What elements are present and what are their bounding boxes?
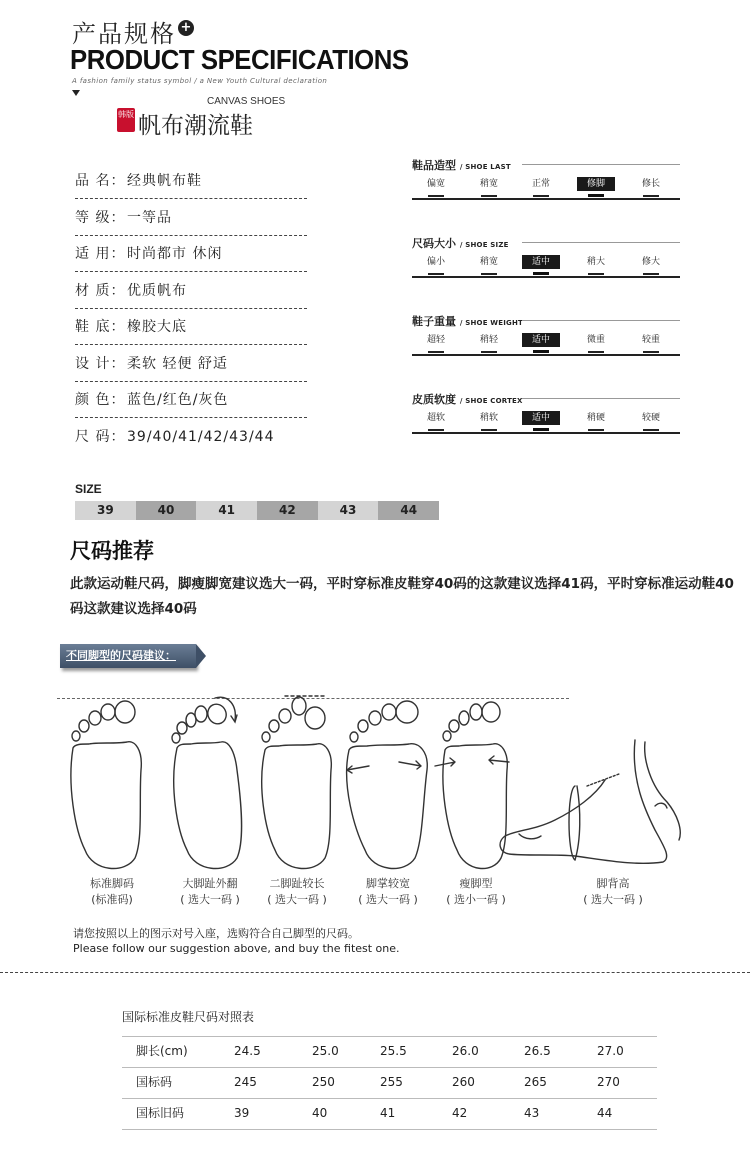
foot-caption bbox=[338, 876, 438, 908]
meter-tick bbox=[588, 425, 604, 431]
meter-tick bbox=[533, 269, 549, 275]
brand-badge: 韩版 bbox=[117, 108, 135, 132]
spec-row bbox=[75, 163, 307, 199]
meter-option-selected bbox=[522, 333, 560, 347]
meter-option-label: 适中 bbox=[531, 335, 550, 345]
spec-value: 蓝色/红色/灰色 bbox=[127, 392, 229, 408]
foot-type-advice: ( 选小一码 ) bbox=[446, 893, 506, 906]
meter-option-label: 稍宽 bbox=[479, 257, 498, 267]
meter-tick bbox=[533, 191, 549, 197]
foot-guide-note-en: Please follow our suggestion above, and buy the fitest one. bbox=[73, 942, 400, 955]
foot-caption bbox=[247, 876, 347, 908]
meter-option bbox=[417, 333, 455, 347]
spec-key: 品 名： bbox=[75, 173, 126, 189]
meter-option-label: 稍软 bbox=[479, 413, 498, 423]
meter-tick bbox=[428, 191, 444, 197]
table-row bbox=[122, 1098, 657, 1128]
foot-caption bbox=[563, 876, 663, 908]
table-cell: 245 bbox=[234, 1075, 257, 1089]
spec-row bbox=[75, 346, 307, 382]
spec-value: 时尚都市 休闲 bbox=[127, 246, 223, 262]
foot-bunion-icon bbox=[172, 697, 242, 868]
meter-option-label: 修脚 bbox=[586, 179, 605, 189]
size-bar-label: SIZE bbox=[75, 482, 102, 496]
meter-option bbox=[417, 411, 455, 425]
meter-option bbox=[577, 411, 615, 425]
table-row bbox=[122, 1067, 657, 1097]
spec-key: 材 质： bbox=[75, 282, 126, 299]
size-bar-cell: 42 bbox=[257, 501, 318, 520]
meter-option-label: 较硬 bbox=[641, 413, 660, 423]
meter-track bbox=[412, 432, 680, 434]
meter-title bbox=[412, 313, 523, 329]
meter-option-label: 偏宽 bbox=[426, 179, 445, 189]
spec-key: 设 计： bbox=[75, 355, 126, 372]
meter-option-selected bbox=[577, 177, 615, 191]
attribute-meter bbox=[412, 157, 680, 227]
meter-option-label: 修长 bbox=[641, 179, 660, 189]
attribute-meter bbox=[412, 391, 680, 461]
brand-canvas-en: CANVAS SHOES bbox=[207, 96, 286, 107]
meter-option-selected bbox=[522, 255, 560, 269]
meter-tick bbox=[481, 425, 497, 431]
table-cell: 27.0 bbox=[597, 1044, 624, 1058]
meter-option bbox=[417, 255, 455, 269]
meter-option bbox=[522, 177, 560, 191]
meter-title-cn: 鞋品造型 bbox=[412, 159, 456, 172]
size-bar-cell: 41 bbox=[196, 501, 257, 520]
meter-tick bbox=[643, 347, 659, 353]
section-divider bbox=[0, 972, 750, 973]
plus-icon: + bbox=[178, 20, 194, 36]
meter-title bbox=[412, 391, 523, 407]
meter-tick bbox=[588, 191, 604, 197]
spec-key: 颜 色： bbox=[75, 392, 126, 408]
spec-key: 等 级： bbox=[75, 209, 126, 226]
spec-row bbox=[75, 382, 307, 418]
foot-wide-icon bbox=[347, 701, 428, 868]
meter-tick bbox=[428, 425, 444, 431]
meter-title bbox=[412, 157, 511, 173]
foot-standard-icon bbox=[71, 701, 141, 868]
meter-title-en: / SHOE WEIGHT bbox=[459, 319, 523, 327]
meter-option bbox=[470, 411, 508, 425]
foot-high-instep-icon bbox=[500, 740, 680, 863]
meter-option-label: 正常 bbox=[531, 179, 550, 189]
meter-track bbox=[412, 354, 680, 356]
foot-type-name: 二脚趾较长 bbox=[269, 877, 325, 890]
meter-option bbox=[577, 255, 615, 269]
triangle-down-icon bbox=[72, 90, 80, 96]
meter-tick bbox=[481, 269, 497, 275]
table-cell: 39 bbox=[234, 1106, 250, 1120]
meter-option bbox=[470, 255, 508, 269]
meter-option bbox=[417, 177, 455, 191]
meter-option bbox=[632, 255, 670, 269]
meter-option bbox=[470, 177, 508, 191]
meter-tick bbox=[643, 425, 659, 431]
meter-option-label: 微重 bbox=[586, 335, 605, 345]
table-row-label: 脚长(cm) bbox=[136, 1044, 188, 1058]
meter-track bbox=[412, 276, 680, 278]
meter-title-cn: 尺码大小 bbox=[412, 237, 456, 250]
spec-value: 柔软 轻便 舒适 bbox=[127, 355, 228, 372]
meter-tick bbox=[588, 347, 604, 353]
table-cell: 24.5 bbox=[234, 1044, 261, 1058]
header-title-en: PRODUCT SPECIFICATIONS bbox=[70, 44, 409, 75]
size-table-title: 国际标准皮鞋尺码对照表 bbox=[122, 1010, 255, 1024]
table-cell: 42 bbox=[452, 1106, 468, 1120]
foot-type-name: 脚掌较宽 bbox=[366, 877, 410, 890]
meter-option-label: 超轻 bbox=[426, 335, 445, 345]
meter-tick bbox=[533, 347, 549, 353]
table-cell: 255 bbox=[380, 1075, 403, 1089]
attribute-meter bbox=[412, 235, 680, 305]
recommend-text: 此款运动鞋尺码，脚瘦脚宽建议选大一码，平时穿标准皮鞋穿40码的这款建议选择41码，平时穿标准运动鞋40码这款建议选择40码 bbox=[70, 576, 734, 617]
foot-type-advice: ( 选大一码 ) bbox=[180, 893, 240, 906]
spec-key: 适 用： bbox=[75, 246, 126, 262]
table-cell: 25.5 bbox=[380, 1044, 407, 1058]
meter-tick bbox=[588, 269, 604, 275]
meter-option-label: 适中 bbox=[531, 413, 550, 423]
meter-title-cn: 皮质软度 bbox=[412, 393, 456, 406]
foot-type-advice: ( 选大一码 ) bbox=[267, 893, 327, 906]
size-bar-cell: 39 bbox=[75, 501, 136, 520]
meter-option-label: 超软 bbox=[426, 413, 445, 423]
meter-option bbox=[632, 333, 670, 347]
meter-title-en: / SHOE CORTEX bbox=[459, 397, 523, 405]
foot-guide-note-cn: 请您按照以上的图示对号入座，选购符合自己脚型的尺码。 bbox=[73, 927, 359, 940]
table-cell: 250 bbox=[312, 1075, 335, 1089]
meter-option-label: 适中 bbox=[531, 257, 550, 267]
meter-option-label: 偏小 bbox=[426, 257, 445, 267]
brand-canvas-cn: 帆布潮流鞋 bbox=[138, 113, 253, 139]
meter-option bbox=[632, 177, 670, 191]
recommend-title: 尺码推荐 bbox=[70, 539, 154, 563]
meter-option bbox=[470, 333, 508, 347]
meter-option-label: 稍宽 bbox=[479, 179, 498, 189]
foot-caption bbox=[62, 876, 162, 908]
size-bar bbox=[75, 501, 439, 520]
meter-track bbox=[412, 198, 680, 200]
foot-guide-ribbon: 不同脚型的尺码建议： bbox=[60, 644, 196, 668]
spec-row bbox=[75, 273, 307, 309]
spec-row bbox=[75, 200, 307, 236]
attribute-meter bbox=[412, 313, 680, 383]
header-title-cn: 产品规格 bbox=[72, 20, 176, 48]
spec-value: 39/40/41/42/43/44 bbox=[127, 428, 275, 445]
table-cell: 26.5 bbox=[524, 1044, 551, 1058]
meter-tick bbox=[428, 269, 444, 275]
spec-key: 尺 码： bbox=[75, 428, 126, 445]
size-bar-cell: 40 bbox=[136, 501, 197, 520]
header-tagline: A fashion family status symbol / a New Youth Cultural declaration bbox=[72, 77, 328, 85]
meter-tick bbox=[533, 425, 549, 431]
foot-type-name: 大脚趾外翻 bbox=[182, 877, 238, 890]
foot-caption bbox=[426, 876, 526, 908]
spec-value: 橡胶大底 bbox=[127, 319, 187, 335]
meter-option-label: 修大 bbox=[641, 257, 660, 267]
spec-row bbox=[75, 309, 307, 345]
foot-long-second-toe-icon bbox=[262, 696, 332, 868]
meter-tick bbox=[428, 347, 444, 353]
foot-thin-icon bbox=[435, 702, 509, 868]
foot-type-advice: ( 选大一码 ) bbox=[583, 893, 643, 906]
meter-title-line bbox=[522, 242, 680, 243]
foot-type-name: 脚背高 bbox=[596, 877, 630, 890]
meter-title-line bbox=[522, 320, 680, 321]
table-row-label: 国标码 bbox=[136, 1075, 173, 1089]
meter-title-line bbox=[522, 164, 680, 165]
foot-type-name: 瘦脚型 bbox=[459, 877, 493, 890]
meter-tick bbox=[481, 347, 497, 353]
meter-option bbox=[577, 333, 615, 347]
table-cell: 44 bbox=[597, 1106, 613, 1120]
meter-tick bbox=[481, 191, 497, 197]
table-row-label: 国标旧码 bbox=[136, 1106, 185, 1120]
meter-title-cn: 鞋子重量 bbox=[412, 315, 456, 328]
foot-type-advice: ( 选大一码 ) bbox=[358, 893, 418, 906]
foot-illustrations bbox=[55, 690, 695, 880]
meter-option-label: 稍硬 bbox=[586, 413, 605, 423]
spec-value: 优质帆布 bbox=[127, 282, 187, 299]
table-cell: 265 bbox=[524, 1075, 547, 1089]
meter-option bbox=[632, 411, 670, 425]
spec-row bbox=[75, 236, 307, 272]
table-cell: 25.0 bbox=[312, 1044, 339, 1058]
meter-title-line bbox=[522, 398, 680, 399]
table-cell: 43 bbox=[524, 1106, 540, 1120]
table-rule bbox=[122, 1129, 657, 1130]
spec-value: 一等品 bbox=[127, 209, 172, 226]
meter-tick bbox=[643, 191, 659, 197]
size-bar-cell: 44 bbox=[378, 501, 439, 520]
meter-option-selected bbox=[522, 411, 560, 425]
size-bar-cell: 43 bbox=[318, 501, 379, 520]
foot-type-name: 标准脚码 bbox=[90, 877, 134, 890]
spec-row bbox=[75, 419, 307, 455]
meter-option-label: 较重 bbox=[641, 335, 660, 345]
table-cell: 270 bbox=[597, 1075, 620, 1089]
spec-value: 经典帆布鞋 bbox=[127, 173, 202, 189]
table-cell: 41 bbox=[380, 1106, 396, 1120]
meter-tick bbox=[643, 269, 659, 275]
meter-title-en: / SHOE SIZE bbox=[459, 241, 509, 249]
meter-option-label: 稍大 bbox=[586, 257, 605, 267]
table-cell: 40 bbox=[312, 1106, 328, 1120]
foot-type-advice: (标准码) bbox=[91, 893, 133, 906]
meter-title-en: / SHOE LAST bbox=[459, 163, 511, 171]
table-cell: 260 bbox=[452, 1075, 475, 1089]
meter-option-label: 稍轻 bbox=[479, 335, 498, 345]
foot-caption bbox=[160, 876, 260, 908]
spec-key: 鞋 底： bbox=[75, 319, 126, 335]
table-row bbox=[122, 1036, 657, 1066]
table-cell: 26.0 bbox=[452, 1044, 479, 1058]
meter-title bbox=[412, 235, 509, 251]
